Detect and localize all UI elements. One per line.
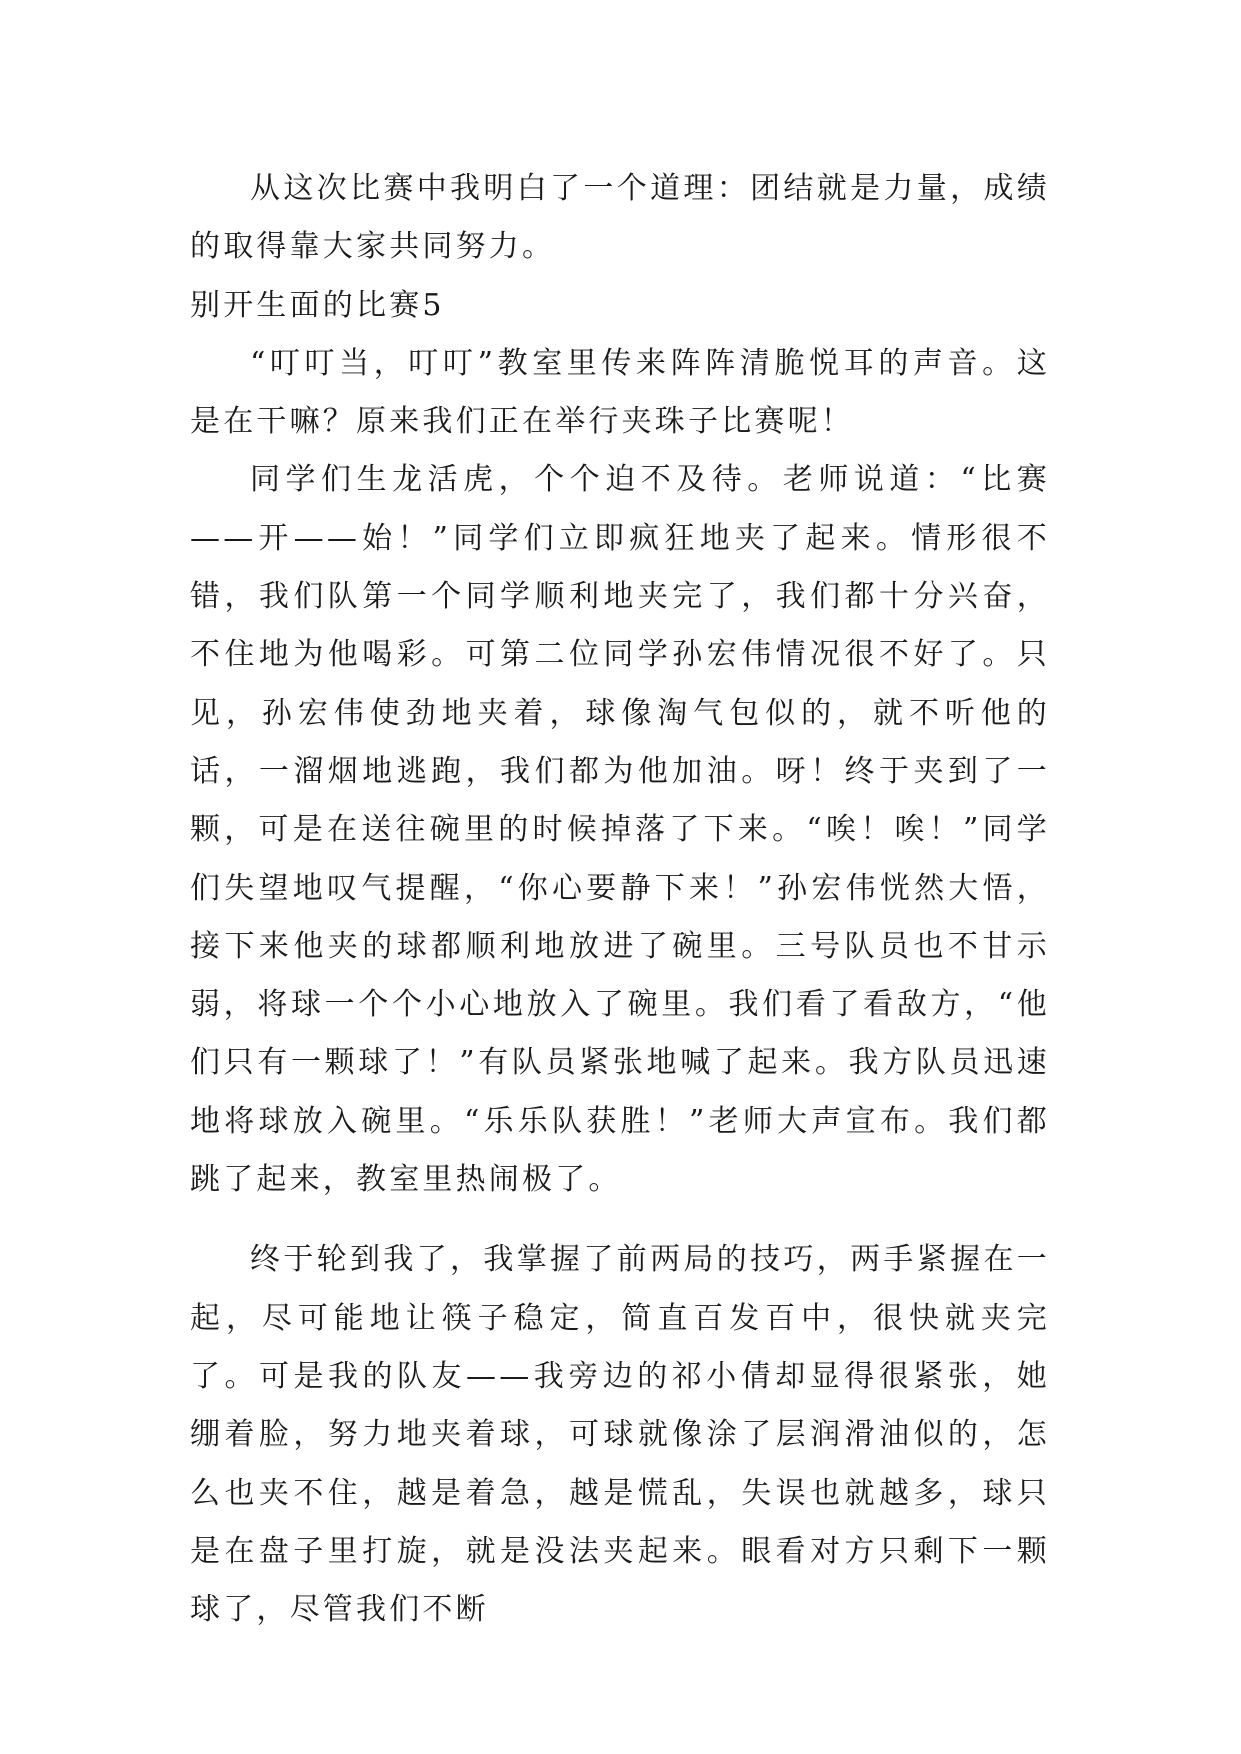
paragraph-my-turn: 终于轮到我了，我掌握了前两局的技巧，两手紧握在一起，尽可能地让筷子稳定，简直百发百中，很快就夹完了。可是我的队友——我旁边的祁小倩却显得很紧张，她绷着脸，努力地夹着球，可球就像涂了层润滑油似的，怎么也夹不住，越是着急，越是慌乱，失误也就越多，球只是在盘子里打旋，就是没法夹起来。眼看对方只剩下一颗球了，尽管我们不断 (190, 1242, 1050, 1628)
paragraph-conclusion: 从这次比赛中我明白了一个道理：团结就是力量，成绩的取得靠大家共同努力。 (190, 171, 1050, 265)
section-title: 别开生面的比赛5 (190, 287, 445, 323)
paragraph-intro: “叮叮当，叮叮”教室里传来阵阵清脆悦耳的声音。这是在干嘛？原来我们正在举行夹珠子比赛呢！ (190, 345, 1050, 440)
paragraph-match: 同学们生龙活虎，个个迫不及待。老师说道：“比赛——开——始！”同学们立即疯狂地夹了起来。情形很不错，我们队第一个同学顺利地夹完了，我们都十分兴奋，不住地为他喝彩。可第二位同学孙宏伟情况很不好了。只见，孙宏伟使劲地夹着，球像淘气包似的，就不听他的话，一溜烟地逃跑，我们都为他加油。呀！终于夹到了一颗，可是在送往碗里的时候掉落了下来。“唉！唉！”同学们失望地叹气提醒，“你心要静下来！”孙宏伟恍然大悟，接下来他夹的球都顺利地放进了碗里。三号队员也不甘示弱，将球一个个小心地放入了碗里。我们看了看敌方，“他们只有一颗球了！”有队员紧张地喊了起来。我方队员迅速地将球放入碗里。“乐乐队获胜！”老师大声宣布。我们都跳了起来，教室里热闹极了。 (190, 462, 1050, 1198)
document-body (190, 160, 1050, 1639)
